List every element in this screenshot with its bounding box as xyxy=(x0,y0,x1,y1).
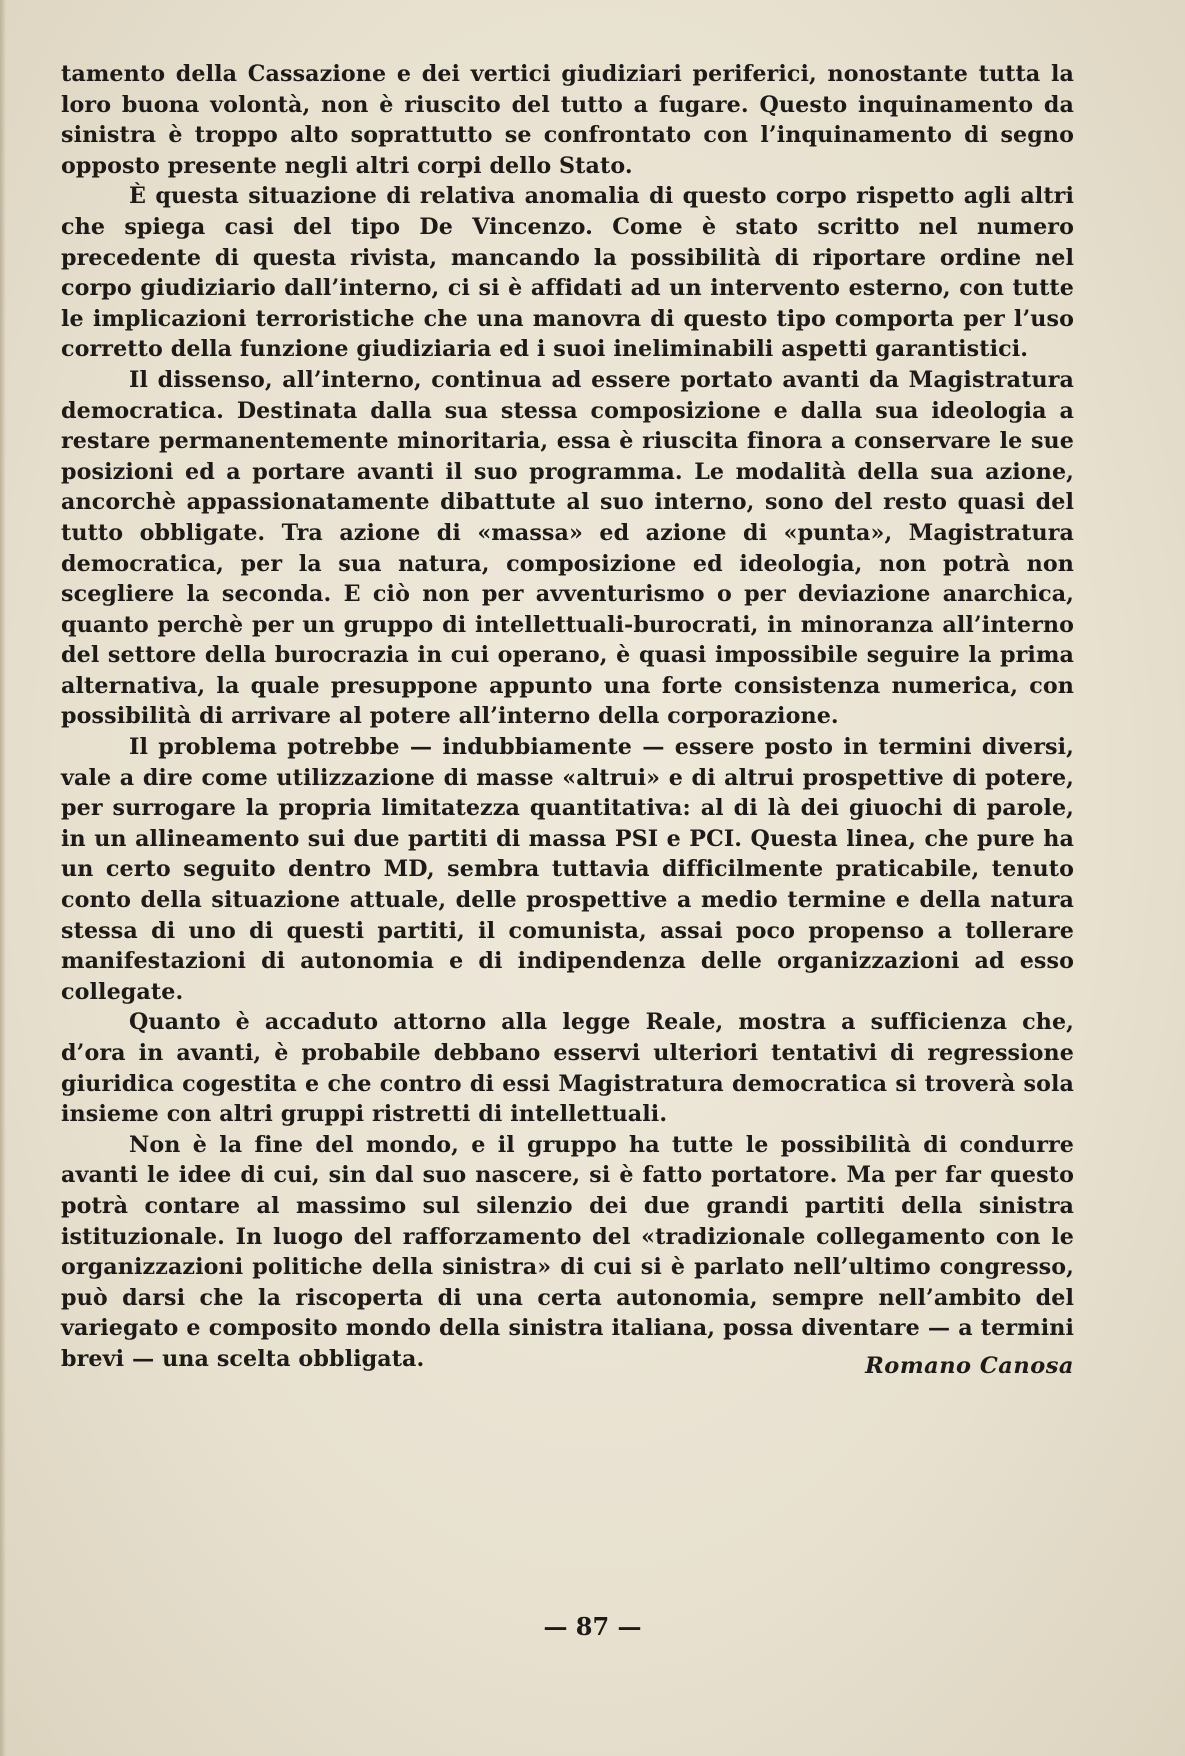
paragraph-5: Quanto è accaduto attorno alla legge Reale, mostra a sufficienza che, d’ora in avanti, è probabile debbano esservi ulteriori tentativi di regressione giuridica cogestita e che contro di essi Magistratura democratica si troverà sola insieme con altri gruppi ristretti di intellettuali. xyxy=(61,1009,1074,1128)
article-body xyxy=(61,59,1074,1375)
author-signature: Romano Canosa xyxy=(865,1353,1074,1379)
paragraph-1: tamento della Cassazione e dei vertici giudiziari periferici, nonostante tutta la loro buona volontà, non è riuscito del tutto a fugare. Questo inquinamento da sinistra è troppo alto soprattutto se confrontato con l’inquinamento di segno opposto presente negli altri corpi dello Stato. xyxy=(61,61,1074,179)
paragraph-6: Non è la fine del mondo, e il gruppo ha tutte le possibilità di condurre avanti le idee di cui, sin dal suo nascere, si è fatto portatore. Ma per far questo potrà contare al massimo sul silenzio dei due grandi partiti della sinistra istituzionale. In luogo del rafforzamento del «tradizionale collegamento con le organizzazioni politiche della sinistra» di cui si è parlato nell’ultimo congresso, può darsi che la riscoperta di una certa autonomia, sempre nell’ambito del variegato e composito mondo della sinistra italiana, possa diventare — a termini brevi — una scelta obbligata. xyxy=(61,1131,1074,1372)
page-edge-shadow xyxy=(0,0,6,1756)
page-number: — 87 — xyxy=(543,1612,642,1641)
paragraph-2: È questa situazione di relativa anomalia di questo corpo rispetto agli altri che spiega casi del tipo De Vincenzo. Come è stato scritto nel numero precedente di questa rivista, mancando la possibilità di riportare ordine nel corpo giudiziario dall’interno, ci si è affidati ad un intervento esterno, con tutte le implicazioni terroristiche che una manovra di questo tipo comporta per l’uso corretto della funzione giudiziaria ed i suoi ineliminabili aspetti garantistici. xyxy=(61,183,1074,363)
paragraph-4: Il problema potrebbe — indubbiamente — essere posto in termini diversi, vale a dire come utilizzazione di masse «altrui» e di altrui prospettive di potere, per surrogare la propria limitatezza quantitativa: al di là dei giuochi di parole, in un allineamento sui due partiti di massa PSI e PCI. Questa linea, che pure ha un certo seguito dentro MD, sembra tuttavia difficilmente praticabile, tenuto conto della situazione attuale, delle prospettive a medio termine e della natura stessa di uno di questi partiti, il comunista, assai poco propenso a tollerare manifestazioni di autonomia e di indipendenza delle organizzazioni ad esso collegate. xyxy=(61,734,1074,1005)
paragraph-3: Il dissenso, all’interno, continua ad essere portato avanti da Magistratura democratica. Destinata dalla sua stessa composizione e dalla sua ideologia a restare permanentemente minoritaria, essa è riuscita finora a conservare le sue posizioni ed a portare avanti il suo programma. Le modalità della sua azione, ancorchè appassionatamente dibattute al suo interno, sono del resto quasi del tutto obbligate. Tra azione di «massa» ed azione di «punta», Magistratura democratica, per la sua natura, composizione ed ideologia, non potrà non scegliere la seconda. E ciò non per avventurismo o per deviazione anarchica, quanto perchè per un gruppo di intellettuali-burocrati, in minoranza all’interno del settore della burocrazia in cui operano, è quasi impossibile seguire la prima alternativa, la quale presuppone appunto una forte consistenza numerica, con possibilità di arrivare al potere all’interno della corporazione. xyxy=(61,366,1074,730)
